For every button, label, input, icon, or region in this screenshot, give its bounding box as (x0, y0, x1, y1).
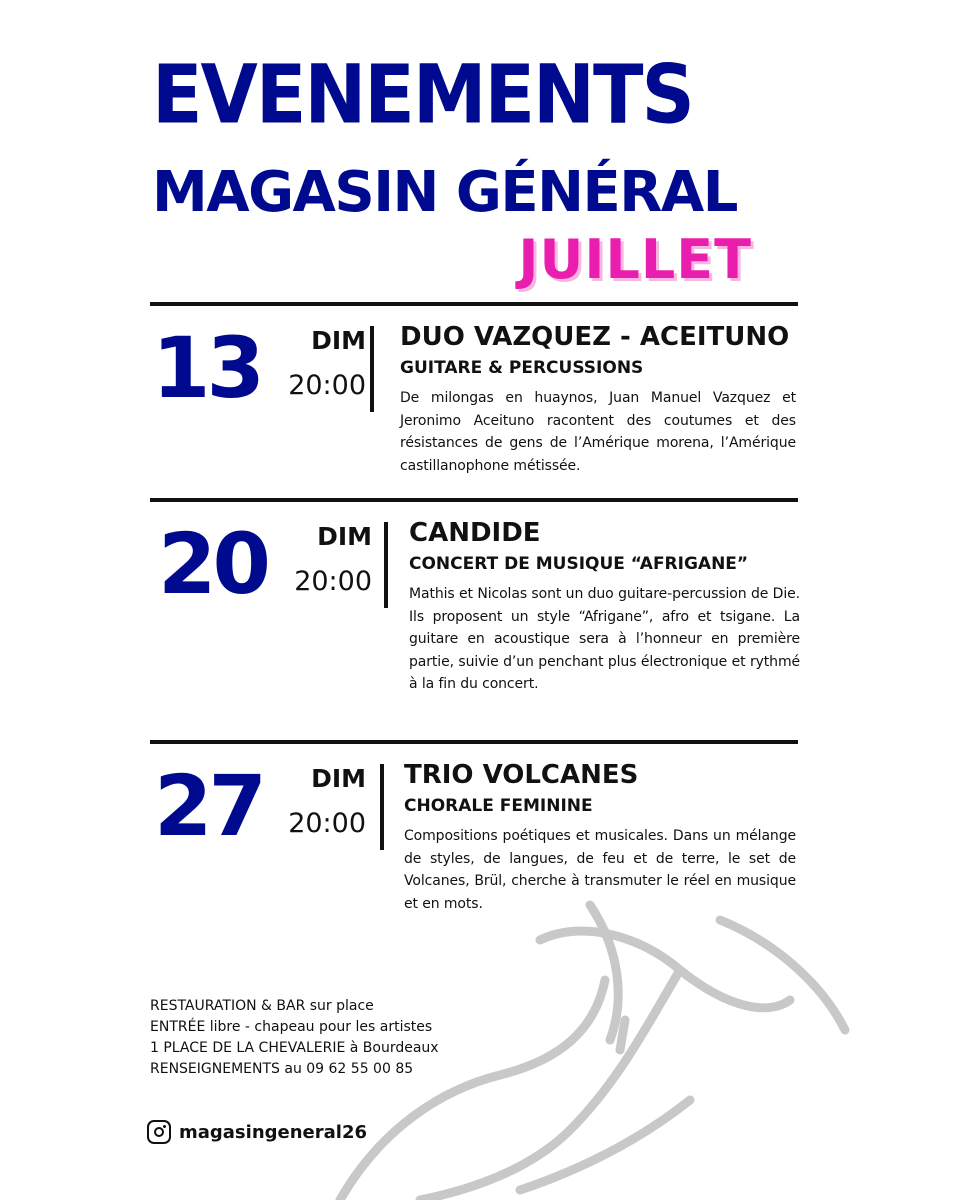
divider (150, 740, 798, 744)
event-item (150, 757, 850, 964)
event-time: 20:00 (294, 566, 372, 597)
event-name: TRIO VOLCANES (404, 760, 639, 790)
event-genre: CONCERT DE MUSIQUE “AFRIGANE” (409, 554, 749, 574)
event-description: Mathis et Nicolas sont un duo guitare-percussion de Die. Ils proposent un style “Afrigane”, afro et tsigane. La guitare en acoustique sera à l’honneur en première partie, suivie d’un penchant plus électronique et rythmé à la fin du concert. (409, 586, 800, 692)
divider (150, 498, 798, 502)
event-weekday: DIM (317, 522, 372, 551)
event-day-number: 27 (154, 757, 263, 855)
event-weekday: DIM (311, 764, 366, 793)
event-separator (380, 764, 384, 850)
venue-subtitle: MAGASIN GÉNÉRAL (152, 160, 737, 225)
event-day-number: 13 (152, 319, 261, 417)
instagram-link[interactable] (147, 1120, 367, 1144)
event-weekday: DIM (311, 326, 366, 355)
event-day-number: 20 (158, 515, 267, 613)
month-label: JUILLET (518, 228, 752, 291)
event-details (400, 320, 796, 477)
event-item (150, 319, 850, 526)
info-line: 1 PLACE DE LA CHEVALERIE à Bourdeaux (150, 1040, 439, 1056)
practical-info (150, 996, 439, 1080)
page-title: EVENEMENTS (152, 47, 693, 143)
event-name: DUO VAZQUEZ - ACEITUNO (400, 322, 790, 352)
event-details (409, 516, 800, 696)
event-separator (384, 522, 388, 608)
event-description: Compositions poétiques et musicales. Dans un mélange de styles, de langues, de feu et de terre, le set de Volcanes, Brül, cherche à transmuter le réel en musique et en mots. (404, 828, 796, 912)
info-line: RENSEIGNEMENTS au 09 62 55 00 85 (150, 1061, 414, 1077)
info-line: ENTRÉE libre - chapeau pour les artistes (150, 1019, 433, 1035)
event-genre: GUITARE & PERCUSSIONS (400, 358, 644, 378)
event-name: CANDIDE (409, 518, 541, 548)
event-description: De milongas en huaynos, Juan Manuel Vazquez et Jeronimo Aceituno racontent des coutumes et des résistances de gens de l’Amérique morena, l’Amérique castillanophone métissée. (400, 390, 796, 474)
event-item (150, 515, 850, 722)
event-genre: CHORALE FEMININE (404, 796, 593, 816)
event-time: 20:00 (288, 808, 366, 839)
info-line: RESTAURATION & BAR sur place (150, 998, 374, 1014)
event-time: 20:00 (288, 370, 366, 401)
divider (150, 302, 798, 306)
instagram-icon (147, 1120, 171, 1144)
instagram-handle: magasingeneral26 (179, 1121, 367, 1143)
event-details (404, 758, 796, 915)
event-separator (370, 326, 374, 412)
